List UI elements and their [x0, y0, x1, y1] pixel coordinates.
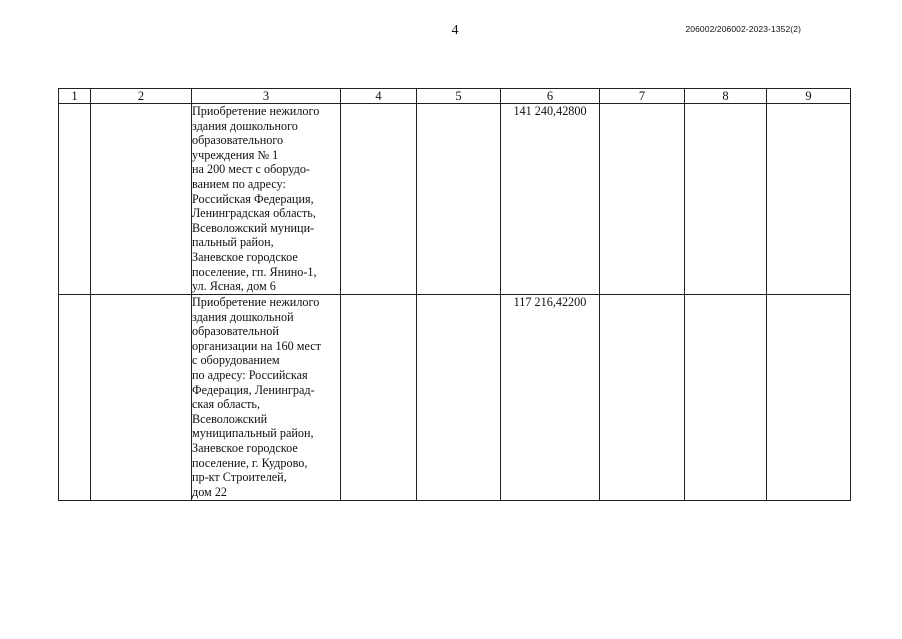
table-cell	[685, 104, 767, 295]
column-header-9: 9	[767, 89, 851, 104]
column-header-4: 4	[341, 89, 417, 104]
table-row	[59, 295, 851, 501]
amount-value: 141 240,42800	[501, 104, 600, 295]
column-header-6: 6	[501, 89, 600, 104]
column-header-7: 7	[600, 89, 685, 104]
data-table	[58, 88, 851, 501]
page-number: 4	[451, 23, 459, 38]
document-id: 206002/206002-2023-1352(2)	[685, 24, 801, 34]
table-cell	[341, 104, 417, 295]
table-cell	[59, 295, 91, 501]
header-row	[59, 89, 851, 104]
table-cell	[767, 295, 851, 501]
table-cell	[417, 295, 501, 501]
table-cell	[600, 104, 685, 295]
table-cell	[685, 295, 767, 501]
column-header-1: 1	[59, 89, 91, 104]
column-header-3: 3	[192, 89, 341, 104]
table-row	[59, 104, 851, 295]
column-header-8: 8	[685, 89, 767, 104]
amount-value: 117 216,42200	[501, 295, 600, 501]
object-description: Приобретение нежилого здания дошкольной образовательной организации на 160 мест с оборудованием по адресу: Российская Федерация, Ленинград- ская область, Всеволожский муниципальный район, Заневское городское поселение, г. Кудрово, пр-кт Строителей, дом 22	[192, 295, 341, 501]
table-cell	[341, 295, 417, 501]
table-cell	[417, 104, 501, 295]
table-cell	[91, 104, 192, 295]
column-header-5: 5	[417, 89, 501, 104]
table-cell	[767, 104, 851, 295]
table-cell	[59, 104, 91, 295]
table-cell	[91, 295, 192, 501]
column-header-2: 2	[91, 89, 192, 104]
table-cell	[600, 295, 685, 501]
object-description: Приобретение нежилого здания дошкольного образовательного учреждения № 1 на 200 мест с оборудо- ванием по адресу: Российская Федерация, Ленинградская область, Всеволожский муници- пальный район, Заневское городское поселение, гп. Янино-1, ул. Ясная, дом 6	[192, 104, 341, 295]
